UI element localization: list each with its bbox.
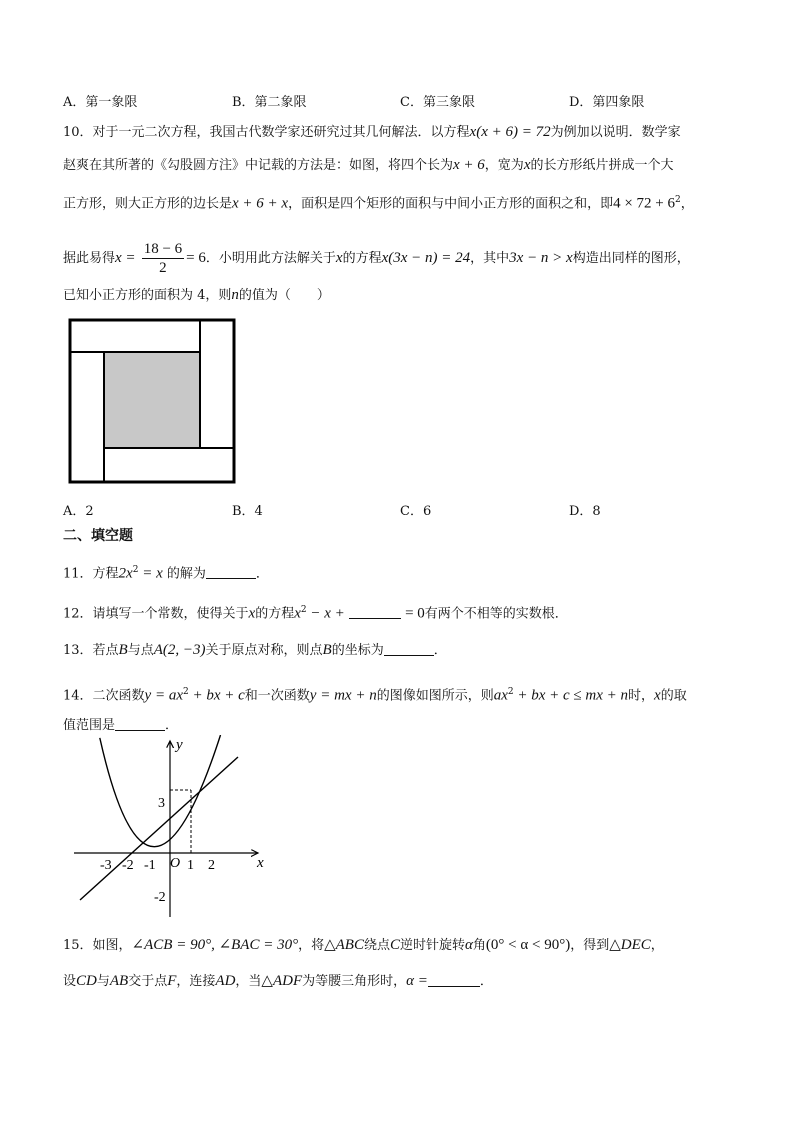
x-tick-1: 1: [187, 858, 194, 873]
x-axis-label: x: [257, 855, 264, 871]
fraction: $\frac{18 - 6}{2}$: [143, 241, 183, 276]
answer-blank[interactable]: [206, 564, 256, 579]
x-tick-2: 2: [208, 858, 215, 873]
question-14-line2: 值范围是 ．: [63, 718, 179, 733]
x-tick-neg2: -2: [122, 858, 134, 873]
q9-option-c: C．第三象限: [400, 95, 475, 110]
parabola-curve: [100, 735, 221, 847]
x-tick-neg3: -3: [100, 858, 112, 873]
function-graph: [70, 735, 270, 920]
q10-line1: 10．对于一元二次方程，我国古代数学家还研究过其几何解法．以方程x(x + 6) = 72为例加以说明．数学家: [63, 124, 681, 140]
question-12: 12．请填写一个常数，使得关于x的方程$x^2 - x$ + = 0有两个不相等的实数根．: [63, 605, 568, 622]
answer-blank[interactable]: [428, 972, 480, 987]
answer-blank[interactable]: [384, 641, 434, 656]
q10-option-a: A．2: [63, 504, 94, 519]
q10-option-d: D．8: [569, 504, 601, 519]
section-title: 二、填空题: [63, 528, 133, 544]
question-15-line1: 15．如图，∠ACB = 90°, ∠BAC = 30°，将△ABC绕点C逆时针旋转α角(0° < α < 90°)，得到△DEC，: [63, 937, 664, 953]
q9-option-b: B．第二象限: [232, 95, 307, 110]
q9-option-d: D．第四象限: [569, 95, 645, 110]
y-axis-label: y: [176, 737, 183, 753]
y-tick-3: 3: [158, 796, 165, 811]
q10-option-c: C．6: [400, 504, 432, 519]
q10-option-b: B．4: [232, 504, 263, 519]
linear-function-line: [80, 757, 238, 900]
answer-blank[interactable]: [115, 716, 165, 731]
answer-blank[interactable]: [349, 604, 401, 619]
question-14-line1: 14．二次函数$y = ax^2$ + bx + c和一次函数y = mx + n的图像如图所示，则$ax^2$ + bx + c ≤ mx + n时，x的取: [63, 687, 687, 704]
q10-line4: 据此易得x = $\frac{18 - 6}{2}$ = 6．小明用此方法解关于x的方程x(3x − n) = 24，其中3x − n > x构造出同样的图形，: [63, 241, 690, 276]
question-15-line2: 设CD与AB交于点F，连接AD，当△ADF为等腰三角形时，α = ．: [63, 973, 493, 989]
question-11: 11．方程$2x^2 = x$ 的解为 ．: [63, 565, 269, 582]
question-13: 13．若点B与点A(2, −3)关于原点对称，则点B的坐标为 ．: [63, 642, 447, 658]
y-tick-neg2: -2: [154, 890, 166, 905]
q10-line2: 赵爽在其所著的《勾股圆方注》中记载的方法是：如图，将四个长为x + 6，宽为x的长方形纸片拼成一个大: [63, 157, 674, 173]
q10-line3: 正方形，则大正方形的边长是x + 6 + x，面积是四个矩形的面积与中间小正方形的面积之和，即$4 \times 72 + 6^2$，: [63, 195, 694, 212]
x-tick-neg1: -1: [144, 858, 156, 873]
origin-label: O: [170, 856, 181, 871]
zhao-shuang-square-figure: [68, 318, 238, 484]
q10-line5: 已知小正方形的面积为 4，则n的值为（ ）: [63, 287, 330, 303]
q9-option-a: A．第一象限: [63, 95, 138, 110]
